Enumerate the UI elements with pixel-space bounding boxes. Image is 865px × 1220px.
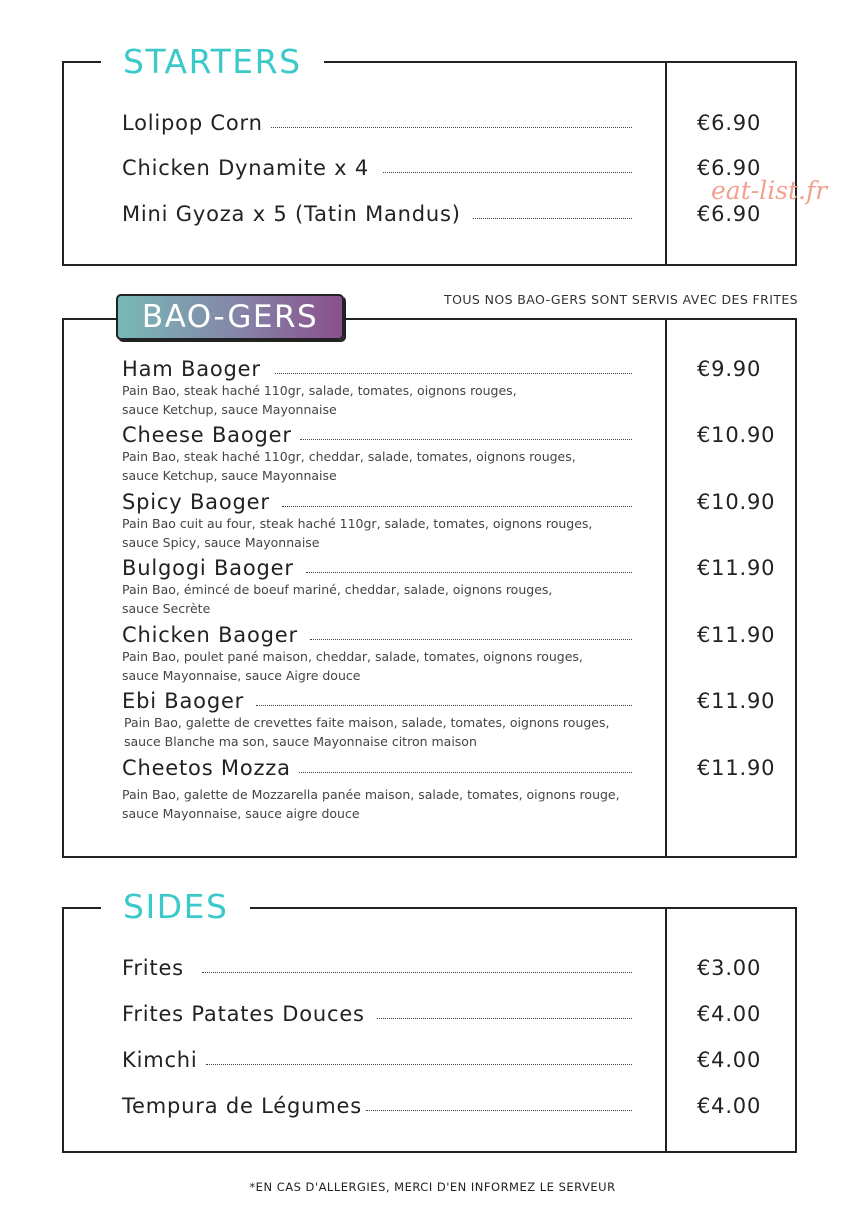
item-price: €10.90 [697, 490, 776, 514]
menu-item [122, 1002, 632, 1026]
item-description: Pain Bao, poulet pané maison, cheddar, salade, tomates, oignons rouges, [122, 649, 583, 664]
item-price: €6.90 [697, 156, 762, 180]
dot-leader [310, 638, 632, 640]
item-description: sauce Mayonnaise, sauce Aigre douce [122, 667, 361, 683]
item-name: Mini Gyoza x 5 (Tatin Mandus) [122, 202, 461, 226]
item-price: €6.90 [697, 111, 762, 135]
starters-heading: STARTERS [101, 42, 324, 82]
item-price: €9.90 [697, 357, 762, 381]
item-description: sauce Ketchup, sauce Mayonnaise [122, 401, 337, 417]
menu-item [122, 689, 632, 750]
baogers-heading: BAO-GERS [116, 294, 344, 340]
price-column-divider [665, 909, 667, 1151]
item-price: €11.90 [697, 689, 776, 713]
item-price: €10.90 [697, 423, 776, 447]
item-price: €6.90 [697, 202, 762, 226]
item-name: Bulgogi Baoger [122, 556, 294, 580]
item-description: sauce Spicy, sauce Mayonnaise [122, 534, 320, 550]
item-description: sauce Ketchup, sauce Mayonnaise [122, 467, 337, 483]
item-description: Pain Bao, émincé de boeuf mariné, cheddar, salade, oignons rouges, [122, 582, 553, 597]
item-name: Chicken Dynamite x 4 [122, 156, 370, 180]
item-name: Frites Patates Douces [122, 1002, 365, 1026]
item-price: €11.90 [697, 556, 776, 580]
item-name: Tempura de Légumes [122, 1094, 362, 1118]
price-column-divider [665, 63, 667, 264]
menu-item [122, 423, 632, 484]
item-name: Frites [122, 956, 184, 980]
item-name: Kimchi [122, 1048, 198, 1072]
item-description: Pain Bao, steak haché 110gr, cheddar, salade, tomates, oignons rouges, [122, 449, 576, 464]
item-name: Ebi Baoger [122, 689, 245, 713]
menu-item [122, 111, 632, 135]
item-description: sauce Mayonnaise, sauce aigre douce [122, 805, 360, 821]
menu-item [122, 623, 632, 684]
item-description: Pain Bao, steak haché 110gr, salade, tomates, oignons rouges, [122, 383, 517, 398]
item-description: Pain Bao, galette de crevettes faite maison, salade, tomates, oignons rouges, [124, 715, 610, 730]
menu-item [122, 956, 632, 980]
dot-leader [473, 217, 632, 219]
menu-item [122, 490, 632, 551]
item-price: €4.00 [697, 1048, 762, 1072]
dot-leader [256, 704, 632, 706]
dot-leader [275, 372, 632, 374]
item-description: Pain Bao, galette de Mozzarella panée maison, salade, tomates, oignons rouge, [122, 787, 620, 802]
item-name: Spicy Baoger [122, 490, 270, 514]
dot-leader [299, 771, 632, 773]
dot-leader [366, 1109, 632, 1111]
dot-leader [282, 505, 632, 507]
item-price: €4.00 [697, 1002, 762, 1026]
menu-item [122, 156, 632, 180]
item-price: €11.90 [697, 623, 776, 647]
dot-leader [306, 571, 632, 573]
item-name: Cheetos Mozza [122, 756, 291, 780]
item-description: sauce Blanche ma son, sauce Mayonnaise citron maison [124, 733, 477, 749]
item-name: Cheese Baoger [122, 423, 292, 447]
baogers-note: TOUS NOS BAO-GERS SONT SERVIS AVEC DES FRITES [444, 292, 798, 307]
item-name: Chicken Baoger [122, 623, 298, 647]
dot-leader [202, 971, 632, 973]
watermark: eat-list.fr [711, 176, 828, 205]
menu-item [122, 1048, 632, 1072]
item-description: Pain Bao cuit au four, steak haché 110gr, salade, tomates, oignons rouges, [122, 516, 593, 531]
dot-leader [206, 1063, 632, 1065]
price-column-divider [665, 320, 667, 856]
menu-item [122, 202, 632, 226]
item-price: €4.00 [697, 1094, 762, 1118]
dot-leader [383, 171, 632, 173]
dot-leader [377, 1017, 632, 1019]
dot-leader [271, 126, 632, 128]
item-price: €11.90 [697, 756, 776, 780]
menu-item [122, 1094, 632, 1118]
sides-heading: SIDES [101, 887, 250, 927]
allergy-footnote: *EN CAS D'ALLERGIES, MERCI D'EN INFORMEZ LE SERVEUR [249, 1180, 616, 1194]
item-price: €3.00 [697, 956, 762, 980]
menu-item [122, 756, 632, 822]
item-name: Ham Baoger [122, 357, 261, 381]
dot-leader [300, 438, 632, 440]
item-description: sauce Secrète [122, 600, 211, 616]
item-name: Lolipop Corn [122, 111, 263, 135]
menu-item [122, 556, 632, 617]
menu-item [122, 357, 632, 418]
